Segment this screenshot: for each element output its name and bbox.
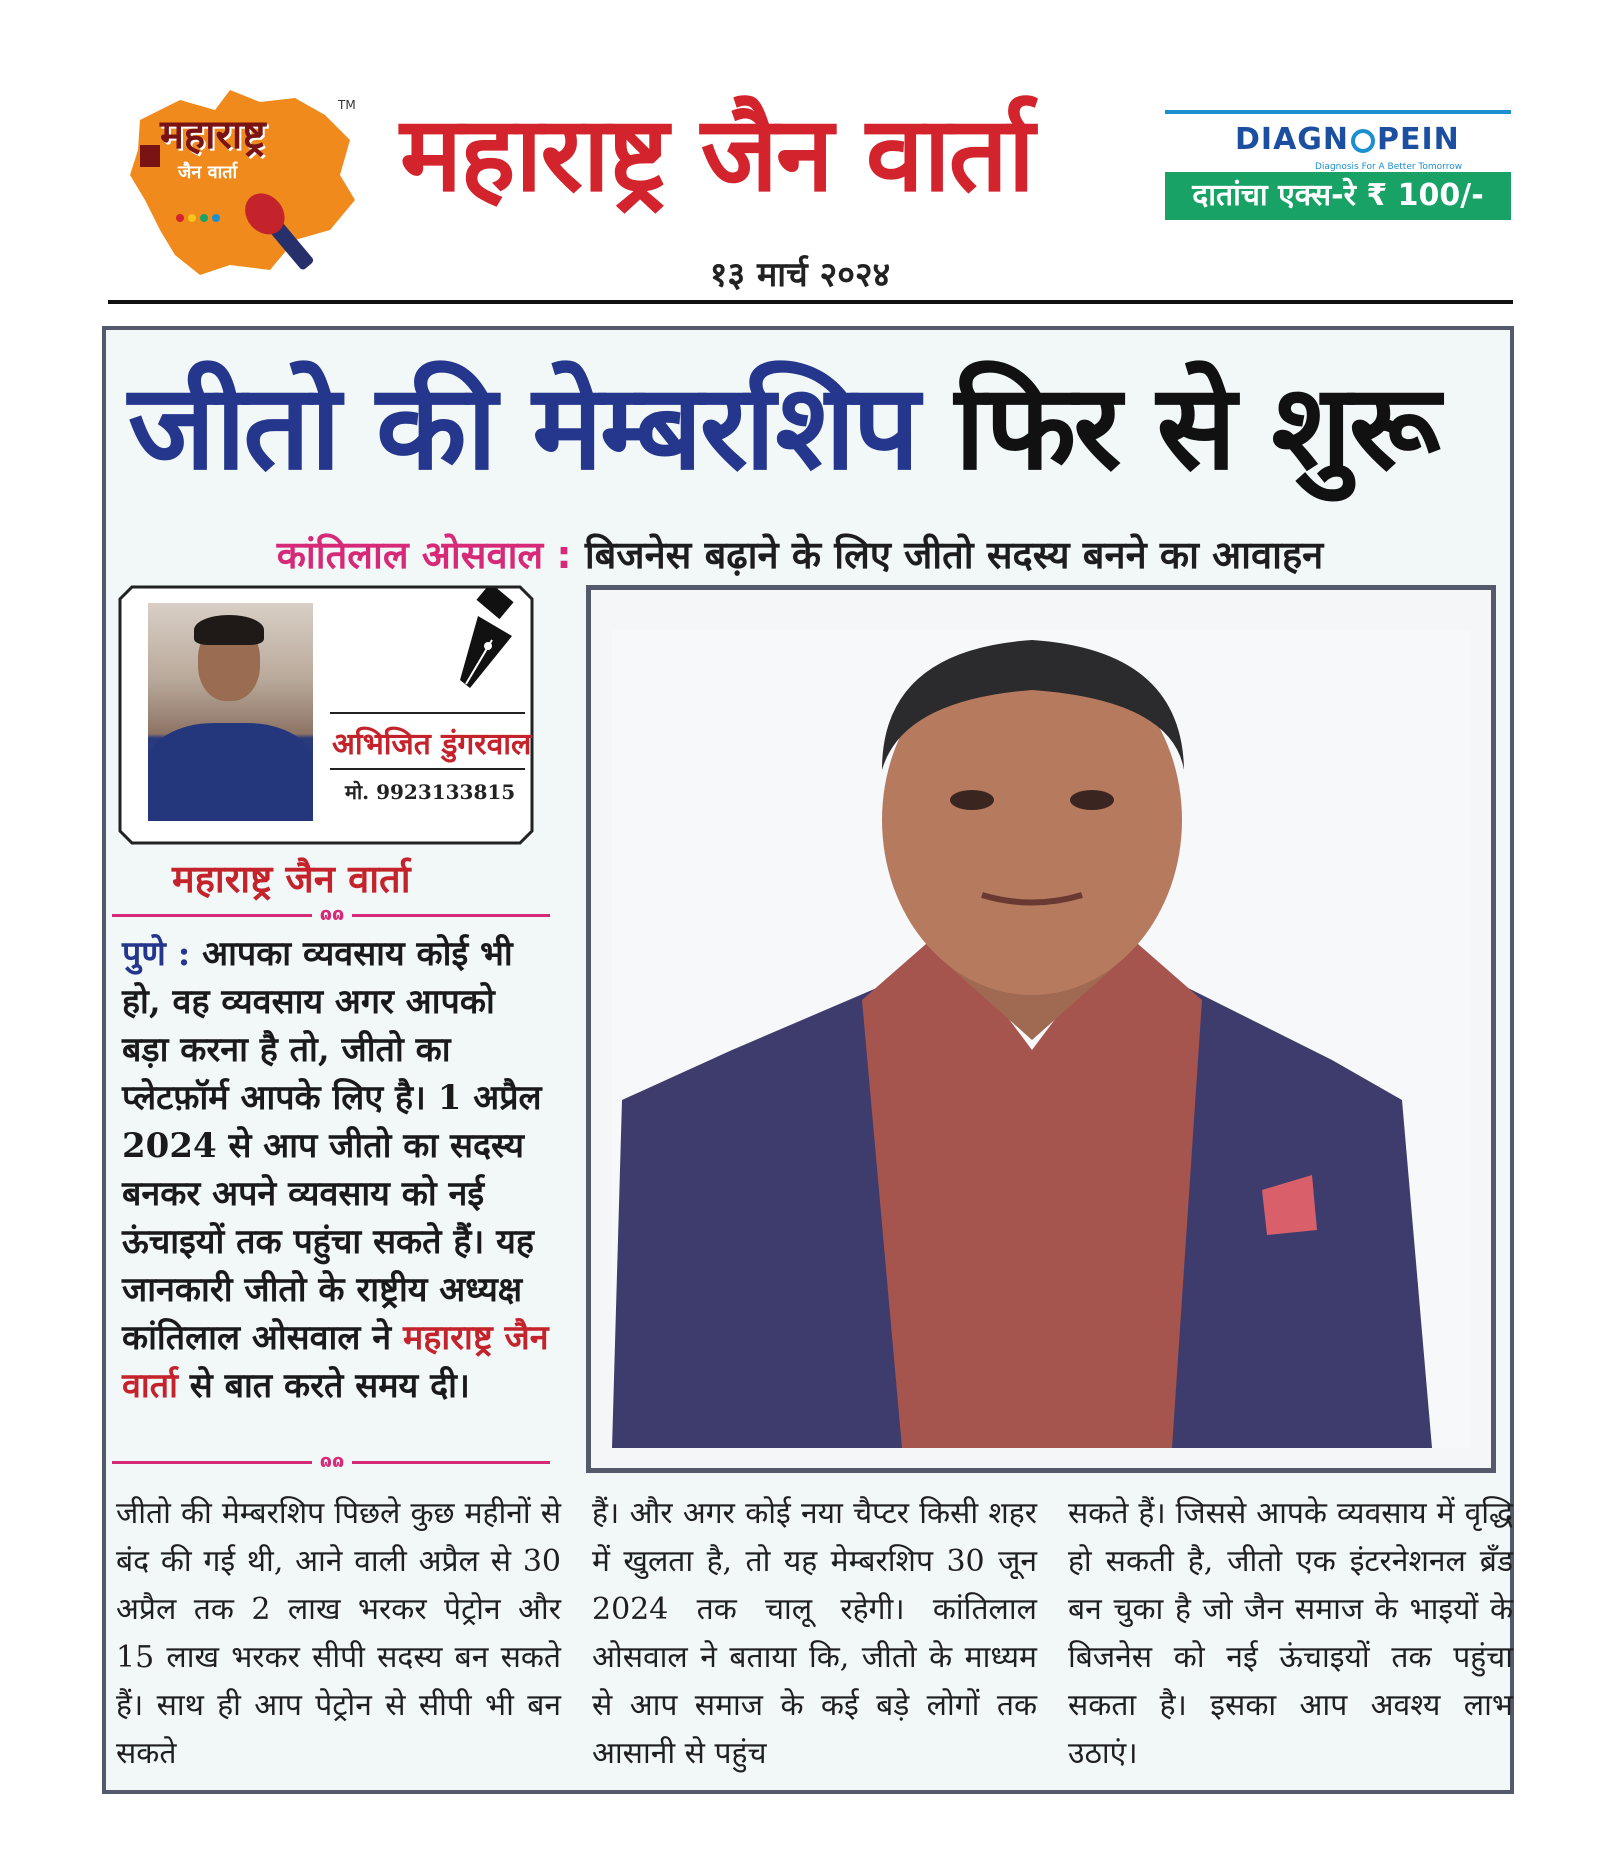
section-brand: महाराष्ट्र जैन वार्ता [172,857,411,901]
ornament-divider-top: ɷɷ [112,905,550,925]
tooth-icon [1351,129,1375,153]
author-photo [148,603,313,821]
author-phone: मो. 9923133815 [345,780,516,804]
ad-brand-name: DIAGN PEIN [1235,122,1460,157]
article-subheadline [0,528,1600,580]
logo-wordmark: महाराष्ट्र [160,111,266,158]
masthead-divider [108,300,1513,304]
fountain-pen-icon [430,588,530,698]
headline-part-2: फिर से शुरू [954,358,1438,496]
author-name: अभिजित डुंगरवाल [332,727,532,762]
author-phone-rule [330,768,525,770]
article-column-1: जीतो की मेम्बरशिप पिछले कुछ महीनों से बंद की गई थी, आने वाली अप्रैल से 30 अप्रैल तक 2 लाख भरकर पेट्रोन और 15 लाख भरकर सीपी सदस्य बन सकते हैं। साथ ही आप पेट्रोन से सीपी भी बन सकते [116,1496,561,1771]
ornament-divider-bottom: ɷɷ [112,1452,550,1472]
ad-top-line [1165,110,1511,114]
article-lede [122,930,552,1410]
issue-date: १३ मार्च २०२४ [709,255,891,295]
lede-text-2: से बात करते समय दी। [177,1366,470,1406]
trademark-mark: TM [338,98,356,112]
ad-tagline: Diagnosis For A Better Tomorrow [1315,162,1463,172]
subhead-text: बिजनेस बढ़ाने के लिए जीतो सदस्य बनने का आवाहन [584,533,1324,577]
logo-subtitle: जैन वार्ता [178,162,238,183]
headline-part-1: जीतो की मेम्बरशिप [128,358,917,496]
lede-highlight: महाराष्ट्र जैन वार्ता [122,1318,549,1406]
subhead-speaker: कांतिलाल ओसवाल : [276,533,572,577]
author-name-rule [330,712,525,714]
article-column-3: सकते हैं। जिससे आपके व्यवसाय में वृद्धि हो सकती है, जीतो एक इंटरनेशनल ब्रँड बन चुका है जो जैन समाज के भाइयों के बिजनेस को नई ऊंचाइयों तक पहुंचा सकता है। इसका आप अवश्य लाभ उठाएं। [1068,1496,1513,1771]
ad-offer: दातांचा एक्स-रे ₹ 100/- [1165,172,1511,220]
lede-text-1: आपका व्यवसाय कोई भी हो, वह व्यवसाय अगर आपको बड़ा करना है तो, जीतो का प्लेटफ़ॉर्म आपके लिए है। 1 अप्रैल 2024 से आप जीतो का सदस्य बनकर अपने व्यवसाय को नई ऊंचाइयों तक पहुंचा सकते हैं। यह जानकारी जीतो के राष्ट्रीय अध्यक्ष कांतिलाल ओसवाल ने [122,934,542,1358]
dateline-place: पुणे : [122,934,191,974]
advertisement[interactable] [1165,110,1511,220]
main-portrait-photo [612,630,1470,1448]
article-headline [128,342,1437,503]
newspaper-title: महाराष्ट्र जैन वार्ता [400,93,1033,215]
article-column-2: हैं। और अगर कोई नया चैप्टर किसी शहर में खुलता है, तो यह मेम्बरशिप 30 जून 2024 तक चालू रहेगी। कांतिलाल ओसवाल ने बताया कि, जीतो के माध्यम से आप समाज के कई बड़े लोगों तक आसानी से पहुंच [592,1496,1037,1771]
